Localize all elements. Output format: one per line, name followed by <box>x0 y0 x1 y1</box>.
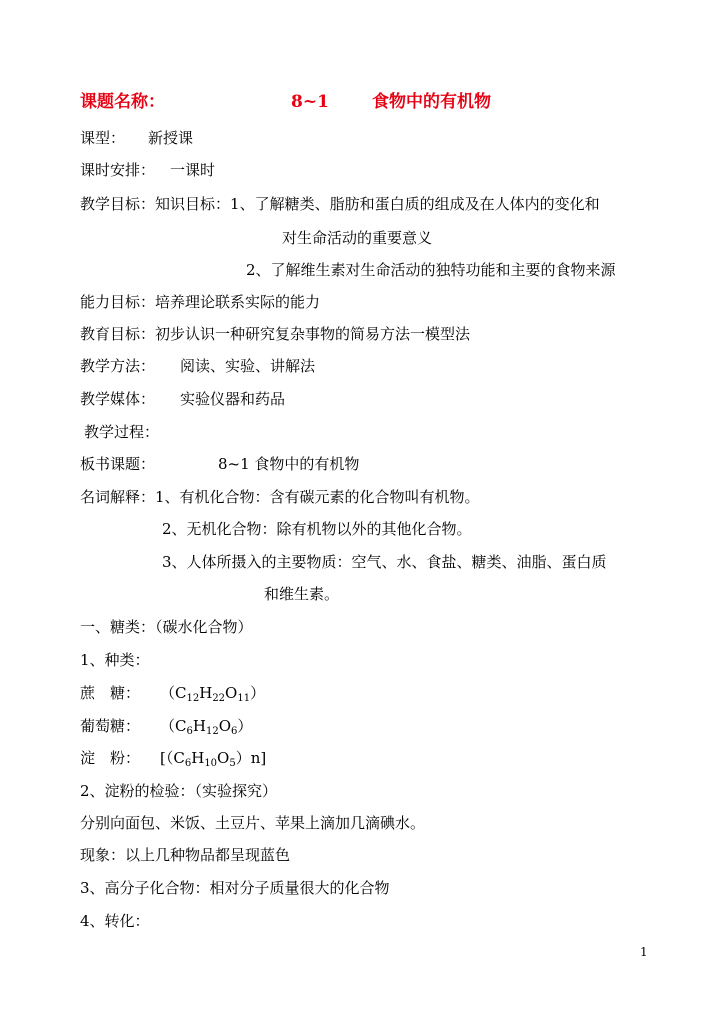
sucrose-formula: $(C_{12}H_{22}O_{11})$ <box>160 684 266 704</box>
objectives-label: 教学目标： <box>80 195 156 213</box>
media-value: 实验仪器和药品 <box>180 390 286 408</box>
sucrose-row <box>80 683 265 706</box>
glucose-row <box>80 716 252 739</box>
board-value: 8~1 食物中的有机物 <box>218 455 360 473</box>
media-label: 教学媒体： <box>80 390 156 408</box>
kinds-heading: 1、种类： <box>80 651 150 669</box>
polymer-definition: 3、高分子化合物：相对分子质量很大的化合物 <box>80 879 390 897</box>
starch-formula: $[(C_6H_{10}O_5)n]$ <box>160 749 267 769</box>
knowledge-item-2: 2、了解维生素对生命活动的独特功能和主要的食物来源 <box>246 261 616 279</box>
terms-line1 <box>80 487 480 507</box>
term-3: 3、人体所摄入的主要物质：空气、水、食盐、糖类、油脂、蛋白质 <box>162 553 607 571</box>
knowledge-item-1-cont: 对生命活动的重要意义 <box>282 229 433 247</box>
ability-objective: 能力目标：培养理论联系实际的能力 <box>80 293 321 311</box>
title-number: 8~1 <box>291 92 329 112</box>
process-label: 教学过程： <box>84 423 160 441</box>
education-objective: 教育目标：初步认识一种研究复杂事物的简易方法一模型法 <box>80 325 471 343</box>
terms-label: 名词解释： <box>80 488 156 506</box>
sucrose-name: 蔗 糖： <box>80 684 141 702</box>
starch-name: 淀 粉： <box>80 749 141 767</box>
term-2: 2、无机化合物：除有机物以外的其他化合物。 <box>162 520 472 538</box>
phenomenon: 现象：以上几种物品都呈现蓝色 <box>80 846 291 864</box>
board-label: 板书课题： <box>80 455 156 473</box>
schedule-label: 课时安排： <box>80 161 156 179</box>
schedule-value: 一课时 <box>170 161 216 179</box>
starch-row <box>80 748 266 771</box>
conversion-heading: 4、转化： <box>80 912 150 930</box>
starch-test-procedure: 分别向面包、米饭、土豆片、苹果上滴加几滴碘水。 <box>80 814 426 832</box>
lesson-type-label: 课型： <box>80 129 126 147</box>
section-heading-sugars: 一、糖类：（碳水化合物） <box>80 618 253 636</box>
knowledge-label: 知识目标： <box>155 195 231 213</box>
term-3-cont: 和维生素。 <box>264 585 340 603</box>
page-number: 1 <box>640 945 648 959</box>
objectives-line1 <box>80 194 600 214</box>
term-1: 1、有机化合物：含有碳元素的化合物叫有机物。 <box>155 488 480 506</box>
title-topic: 食物中的有机物 <box>372 92 491 112</box>
method-value: 阅读、实验、讲解法 <box>180 357 316 375</box>
starch-test-heading: 2、淀粉的检验：（实验探究） <box>80 782 278 800</box>
knowledge-item-1: 1、了解糖类、脂肪和蛋白质的组成及在人体内的变化和 <box>230 195 600 213</box>
lesson-type-value: 新授课 <box>148 129 194 147</box>
glucose-name: 葡萄糖： <box>80 717 141 735</box>
method-label: 教学方法： <box>80 357 156 375</box>
title-label: 课题名称： <box>80 92 165 112</box>
glucose-formula: $(C_6H_{12}O_6)$ <box>160 717 253 737</box>
